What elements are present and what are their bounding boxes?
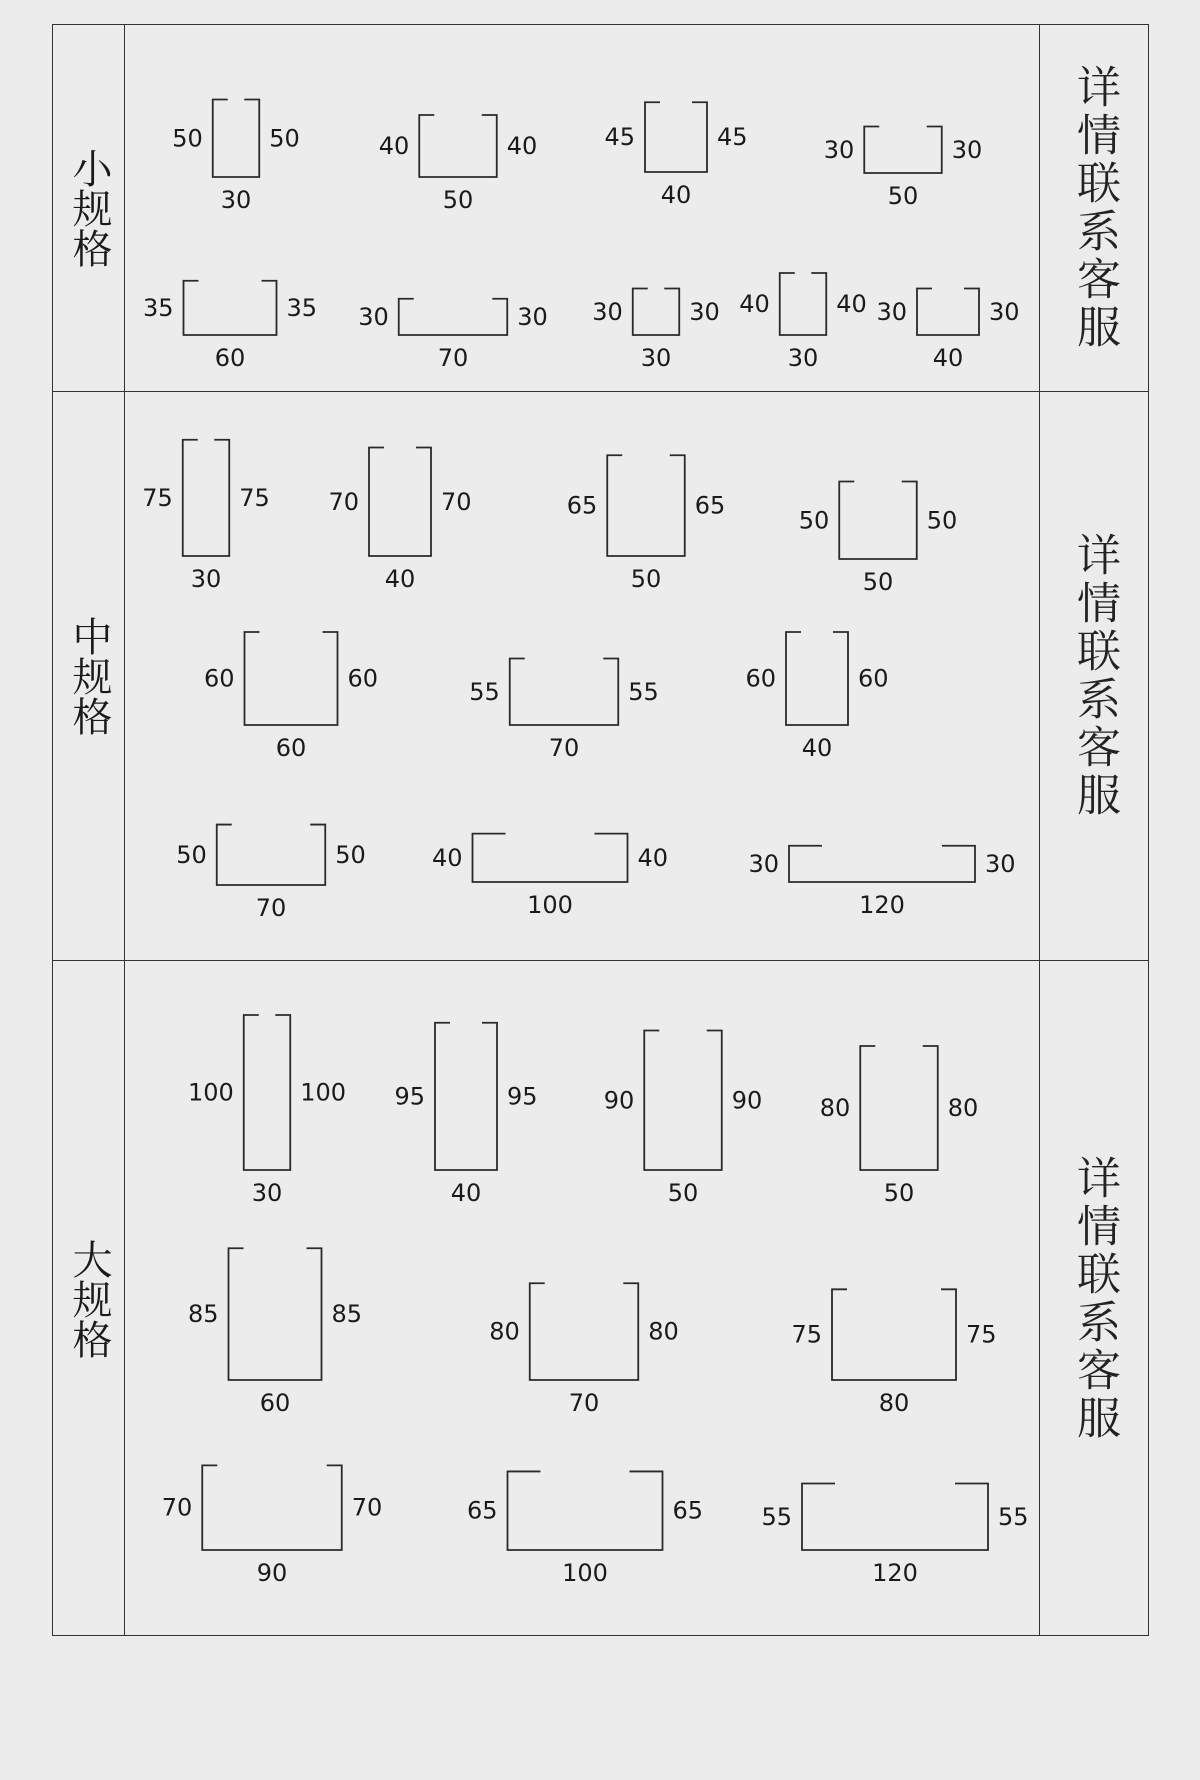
c-profile-outline — [183, 440, 230, 556]
c-profile-outline — [419, 115, 497, 177]
base-width-label: 30 — [190, 565, 222, 593]
c-profile — [394, 1023, 537, 1207]
side-height-left-label: 30 — [748, 849, 779, 878]
c-profile — [328, 448, 471, 594]
c-profile — [567, 455, 726, 593]
base-width-label: 60 — [275, 734, 307, 762]
side-height-left-label: 55 — [469, 677, 500, 706]
side-height-right-label: 50 — [926, 506, 958, 535]
side-height-left-label: 65 — [566, 491, 598, 520]
side-height-left-label: 35 — [142, 293, 174, 322]
base-width-label: 50 — [442, 186, 474, 214]
side-height-left-label: 60 — [203, 664, 235, 693]
side-height-right-label: 50 — [335, 840, 366, 869]
side-height-right-label: 70 — [441, 487, 472, 516]
base-width-label: 30 — [787, 344, 819, 372]
side-height-left-label: 75 — [791, 1320, 822, 1349]
base-width-label: 50 — [667, 1179, 699, 1207]
side-height-right-label: 85 — [331, 1300, 363, 1329]
c-profile — [791, 1289, 996, 1417]
c-profile-outline — [435, 1023, 497, 1170]
c-profile — [604, 102, 747, 209]
c-profile — [188, 1015, 346, 1207]
side-height-right-label: 55 — [628, 677, 659, 706]
side-height-left-label: 45 — [604, 123, 635, 152]
c-profile — [799, 482, 958, 597]
c-profile — [358, 299, 548, 372]
c-profile-outline — [917, 289, 979, 336]
c-profile — [379, 115, 538, 214]
side-height-left-label: 40 — [739, 290, 770, 318]
base-width-label: 120 — [859, 891, 905, 919]
c-profile — [172, 100, 300, 215]
c-profile-outline — [369, 448, 431, 557]
side-height-left-label: 55 — [761, 1502, 792, 1531]
c-profile-outline — [184, 281, 277, 335]
c-profile-outline — [645, 102, 707, 172]
side-height-right-label: 30 — [985, 849, 1016, 878]
side-height-left-label: 70 — [161, 1493, 193, 1522]
base-width-label: 40 — [384, 565, 416, 593]
side-height-left-label: 40 — [431, 843, 463, 872]
side-height-left-label: 50 — [798, 506, 830, 535]
base-width-label: 60 — [259, 1389, 291, 1417]
side-height-left-label: 30 — [823, 135, 855, 164]
c-profile-outline — [786, 632, 848, 725]
c-profile — [820, 1046, 979, 1207]
side-height-right-label: 65 — [694, 491, 726, 520]
base-width-label: 100 — [527, 891, 573, 919]
contact-service-label: 详情联系客服 — [1069, 1154, 1120, 1443]
side-height-right-label: 90 — [731, 1086, 763, 1115]
base-width-label: 70 — [255, 894, 287, 922]
side-height-right-label: 45 — [717, 123, 748, 152]
side-height-left-label: 60 — [745, 664, 776, 693]
c-profile — [745, 632, 888, 762]
side-height-right-label: 30 — [951, 135, 983, 164]
c-profile-outline — [860, 1046, 938, 1170]
base-width-label: 50 — [630, 565, 662, 593]
side-height-right-label: 40 — [637, 843, 669, 872]
c-profile — [748, 846, 1015, 919]
side-height-right-label: 60 — [347, 664, 379, 693]
c-profile-outline — [832, 1289, 956, 1380]
contact-service-label: 详情联系客服 — [1069, 64, 1120, 352]
spec-table — [52, 24, 1149, 1636]
side-height-left-label: 100 — [187, 1078, 234, 1107]
section-large-label: 大规格 — [66, 1238, 112, 1359]
base-width-label: 60 — [214, 344, 246, 372]
c-profile — [143, 281, 317, 372]
c-profile — [489, 1283, 679, 1417]
base-width-label: 80 — [878, 1389, 910, 1417]
c-profile-outline — [864, 127, 942, 174]
c-profile-outline — [508, 1471, 663, 1550]
side-height-right-label: 80 — [648, 1317, 679, 1346]
side-height-left-label: 80 — [489, 1317, 520, 1346]
side-height-right-label: 40 — [506, 132, 538, 160]
c-profile-outline — [644, 1031, 722, 1171]
c-profile-outline — [244, 1015, 291, 1170]
c-profile-outline — [213, 100, 260, 178]
side-height-right-label: 30 — [989, 297, 1020, 326]
c-profile — [761, 1484, 1028, 1587]
side-height-left-label: 80 — [819, 1094, 851, 1122]
side-height-right-label: 95 — [507, 1082, 538, 1111]
c-profile — [469, 659, 659, 762]
base-width-label: 40 — [801, 734, 833, 762]
side-height-left-label: 30 — [358, 302, 389, 331]
c-profile — [432, 834, 668, 919]
side-height-left-label: 30 — [876, 297, 907, 326]
side-height-left-label: 75 — [142, 483, 173, 512]
c-profile-outline — [202, 1465, 342, 1550]
side-height-right-label: 30 — [517, 302, 548, 331]
base-width-label: 30 — [220, 186, 252, 214]
contact-service-label: 详情联系客服 — [1069, 531, 1120, 820]
base-width-label: 100 — [562, 1559, 608, 1587]
side-height-left-label: 30 — [592, 297, 623, 326]
c-profile-outline — [217, 825, 326, 885]
side-height-left-label: 50 — [176, 840, 207, 869]
side-height-left-label: 50 — [172, 124, 203, 153]
c-profile-outline — [839, 482, 917, 560]
side-height-right-label: 80 — [947, 1094, 979, 1122]
c-profile — [824, 127, 983, 211]
section-small-label: 小规格 — [66, 148, 112, 268]
side-height-right-label: 60 — [858, 664, 889, 693]
c-profile — [739, 273, 867, 372]
c-profile — [604, 1031, 763, 1208]
side-height-left-label: 85 — [187, 1300, 219, 1329]
c-profile — [162, 1465, 383, 1587]
base-width-label: 90 — [256, 1559, 288, 1587]
c-profile — [467, 1471, 703, 1587]
c-profile-drawings — [53, 25, 1150, 1637]
c-profile-outline — [229, 1248, 322, 1380]
c-profile-outline — [789, 846, 975, 882]
side-height-right-label: 100 — [300, 1078, 347, 1107]
c-profile — [188, 1248, 362, 1417]
side-height-right-label: 40 — [836, 290, 867, 318]
c-profile-outline — [802, 1484, 988, 1550]
base-width-label: 50 — [862, 568, 894, 596]
base-width-label: 40 — [660, 181, 692, 209]
c-profile-outline — [245, 632, 338, 725]
base-width-label: 40 — [932, 344, 964, 372]
base-width-label: 30 — [640, 344, 672, 372]
c-profile-outline — [473, 834, 628, 882]
side-height-left-label: 65 — [466, 1496, 498, 1525]
c-profile — [876, 289, 1019, 373]
side-height-right-label: 35 — [286, 293, 318, 322]
base-width-label: 50 — [883, 1179, 915, 1207]
side-height-right-label: 50 — [269, 124, 300, 153]
side-height-right-label: 55 — [998, 1502, 1029, 1531]
side-height-right-label: 65 — [672, 1496, 704, 1525]
base-width-label: 120 — [872, 1559, 918, 1587]
base-width-label: 40 — [450, 1179, 482, 1207]
c-profile — [204, 632, 378, 762]
c-profile-outline — [510, 659, 619, 725]
c-profile — [592, 289, 720, 373]
side-height-left-label: 70 — [328, 487, 359, 516]
base-width-label: 70 — [568, 1389, 600, 1417]
side-height-right-label: 75 — [966, 1320, 997, 1349]
c-profile-outline — [780, 273, 827, 335]
c-profile-outline — [530, 1283, 639, 1380]
side-height-right-label: 75 — [239, 483, 270, 512]
base-width-label: 50 — [887, 182, 919, 210]
base-width-label: 70 — [437, 344, 469, 372]
base-width-label: 70 — [548, 734, 580, 762]
side-height-right-label: 30 — [689, 297, 720, 326]
side-height-left-label: 95 — [394, 1082, 425, 1111]
base-width-label: 30 — [251, 1179, 283, 1207]
c-profile — [176, 825, 366, 922]
c-profile-outline — [607, 455, 685, 556]
side-height-left-label: 90 — [603, 1086, 635, 1115]
c-profile-outline — [633, 289, 680, 336]
section-medium-label: 中规格 — [66, 615, 112, 736]
c-profile — [142, 440, 270, 593]
c-profile-outline — [399, 299, 508, 335]
side-height-right-label: 70 — [351, 1493, 383, 1522]
side-height-left-label: 40 — [378, 132, 410, 160]
